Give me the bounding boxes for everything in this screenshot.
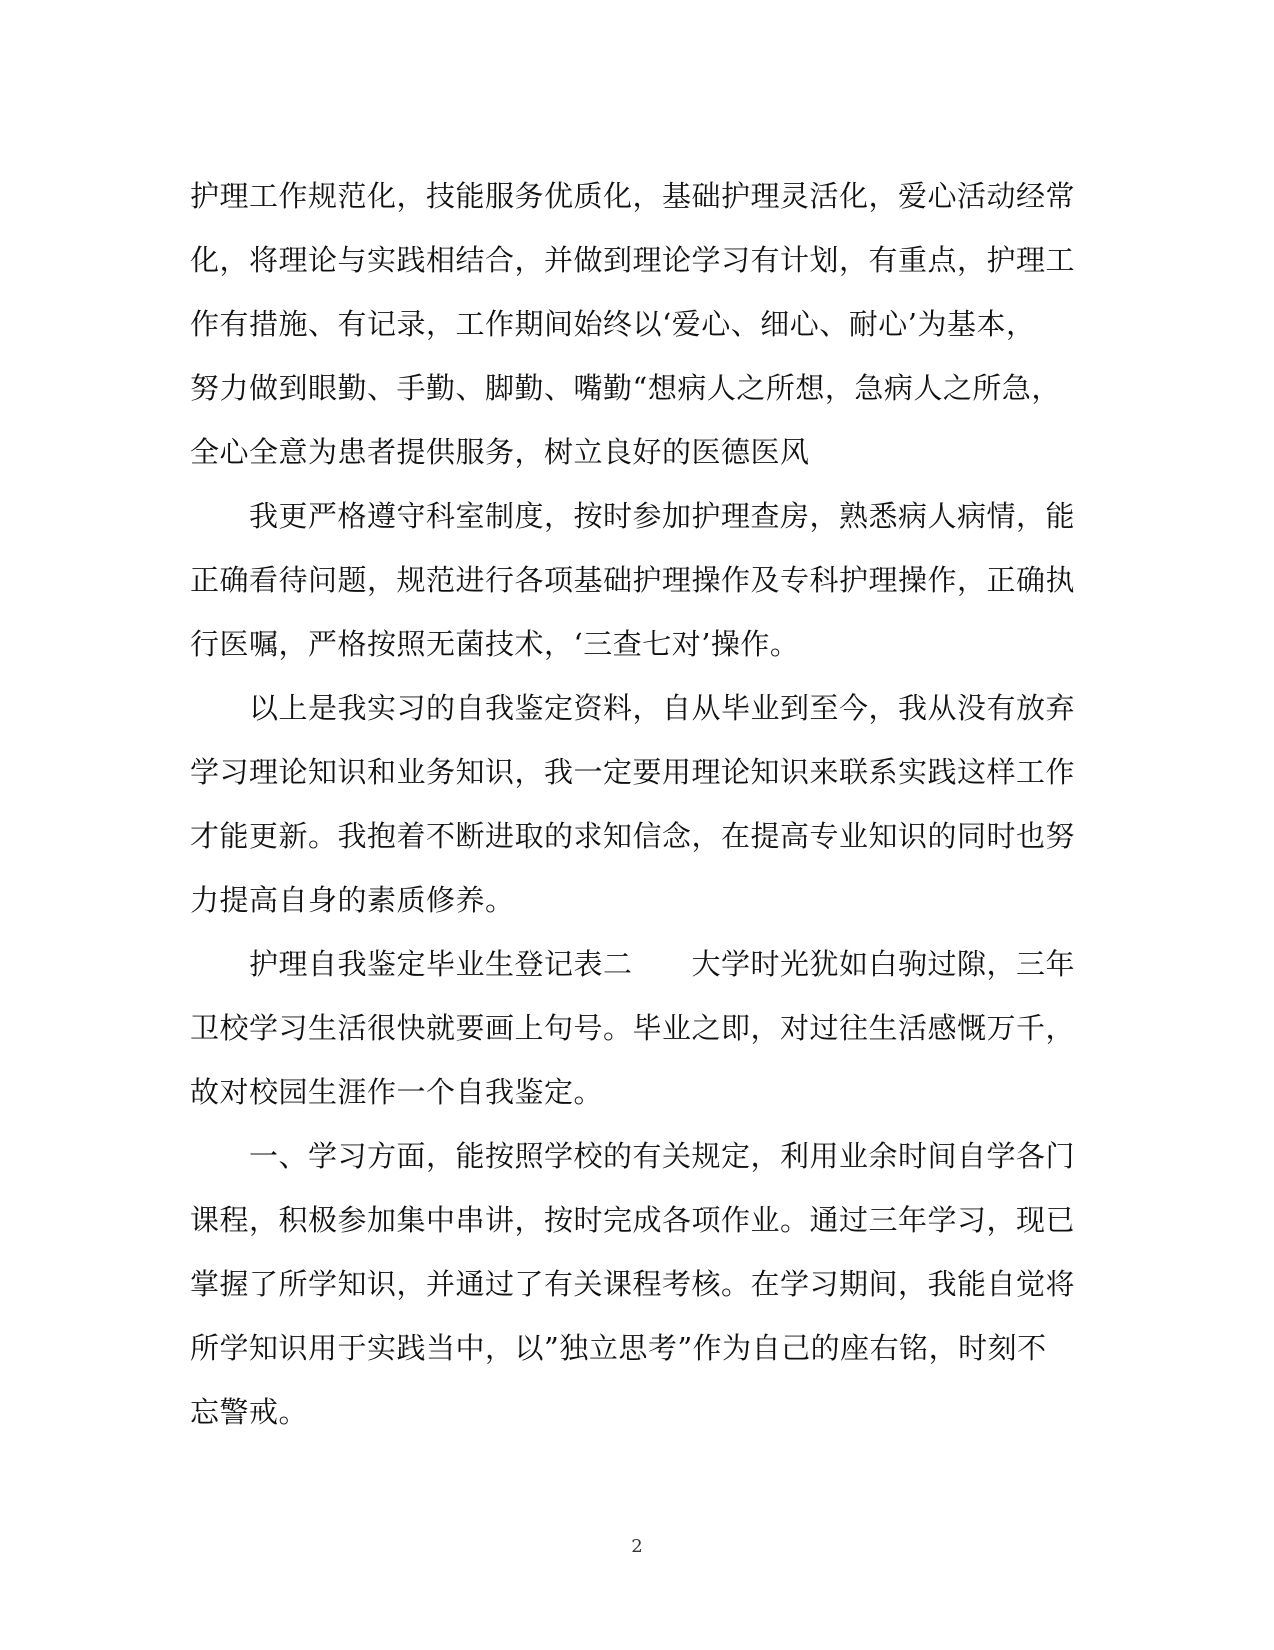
text-line: 所学知识用于实践当中，以”独立思考”作为自己的座右铭，时刻不 bbox=[190, 1331, 1047, 1365]
text-line: 故对校园生涯作一个自我鉴定。 bbox=[190, 1075, 604, 1109]
text-line: 护理工作规范化，技能服务优质化，基础护理灵活化，爱心活动经常 bbox=[190, 179, 1076, 213]
text-line: 正确看待问题，规范进行各项基础护理操作及专科护理操作，正确执 bbox=[190, 563, 1076, 597]
text-line: 卫校学习生活很快就要画上句号。毕业之即，对过往生活感慨万千， bbox=[190, 1011, 1076, 1045]
text-line: 我更严格遵守科室制度，按时参加护理查房，熟悉病人病情，能 bbox=[190, 499, 1076, 533]
text-line: 作有措施、有记录，工作期间始终以‘爱心、细心、耐心’为基本， bbox=[190, 307, 1036, 341]
text-line: 护理自我鉴定毕业生登记表二 大学时光犹如白驹过隙，三年 bbox=[190, 947, 1076, 981]
text-line: 行医嘱，严格按照无菌技术，‘三查七对’操作。 bbox=[190, 627, 800, 661]
text-line: 以上是我实习的自我鉴定资料，自从毕业到至今，我从没有放弃 bbox=[190, 691, 1076, 725]
text-line: 努力做到眼勤、手勤、脚勤、嘴勤“想病人之所想，急病人之所急， bbox=[190, 371, 1061, 405]
text-line: 化，将理论与实践相结合，并做到理论学习有计划，有重点，护理工 bbox=[190, 243, 1076, 277]
text-line: 课程，积极参加集中串讲，按时完成各项作业。通过三年学习，现已 bbox=[190, 1203, 1076, 1237]
text-line: 才能更新。我抱着不断进取的求知信念，在提高专业知识的同时也努 bbox=[190, 819, 1076, 853]
text-line: 学习理论知识和业务知识，我一定要用理论知识来联系实践这样工作 bbox=[190, 755, 1076, 789]
page-number: 2 bbox=[631, 1536, 643, 1557]
body-text bbox=[190, 164, 1076, 1444]
text-line: 全心全意为患者提供服务，树立良好的医德医风 bbox=[190, 435, 810, 469]
text-line: 力提高自身的素质修养。 bbox=[190, 883, 515, 917]
text-line: 一、学习方面，能按照学校的有关规定，利用业余时间自学各门 bbox=[190, 1139, 1076, 1173]
text-line: 掌握了所学知识，并通过了有关课程考核。在学习期间，我能自觉将 bbox=[190, 1267, 1076, 1301]
text-line: 忘警戒。 bbox=[190, 1395, 309, 1429]
